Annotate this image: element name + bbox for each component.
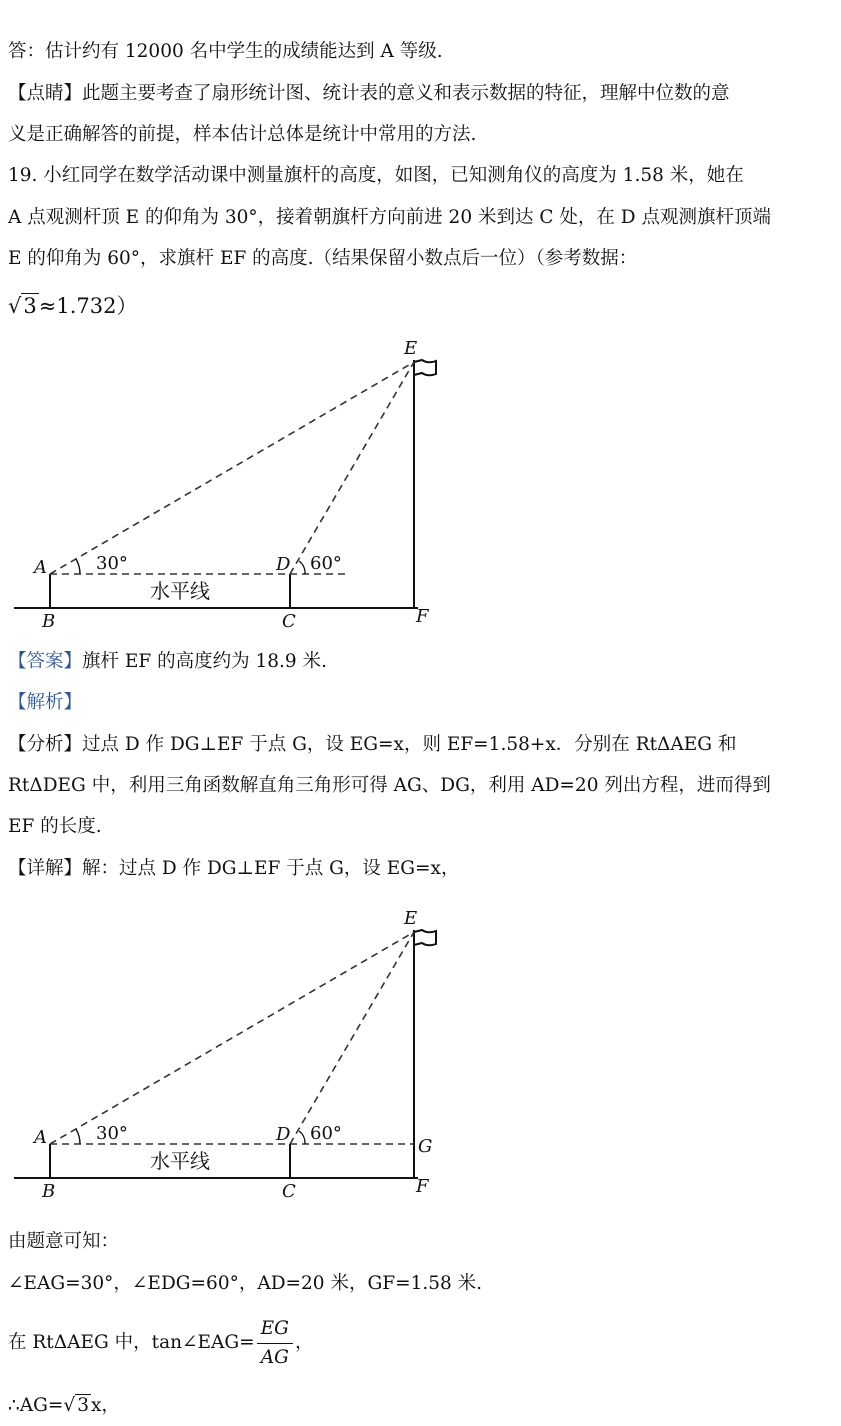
sqrt-symbol: √3 [8, 294, 37, 318]
tan-suffix: ， [294, 1332, 314, 1353]
result-step-line [8, 1392, 831, 1420]
label-a: A [34, 557, 47, 578]
angle-label-a: 30° [96, 553, 128, 574]
problem-line-1: 19. 小红同学在数学活动课中测量旗杆的高度，如图，已知测角仪的高度为 1.58 米，她在 [8, 165, 744, 186]
fraction-eg-ag [257, 1315, 293, 1372]
sight-de [290, 932, 414, 1144]
angle-arc-a [76, 559, 80, 574]
horizon-label: 水平线 [150, 579, 210, 603]
flag-icon [414, 930, 436, 945]
label-g: G [418, 1136, 433, 1157]
figure-2 [0, 900, 841, 1200]
label-f: F [416, 606, 429, 627]
fenxi-line-3: EF 的长度. [8, 816, 102, 837]
known-line: 由题意可知： [8, 1231, 120, 1252]
label-d: D [276, 554, 291, 575]
problem-line-2: A 点观测杆顶 E 的仰角为 30°，接着朝旗杆方向前进 20 米到达 C 处，在 D 点观测旗杆顶端 [8, 207, 771, 228]
sight-de [290, 362, 414, 574]
fraction-numerator: EG [257, 1315, 293, 1344]
angle-label-d: 60° [310, 1123, 342, 1144]
result-prefix: ∴AG= [8, 1395, 64, 1416]
angle-label-d: 60° [310, 553, 342, 574]
sight-ae [50, 932, 414, 1144]
label-e: E [404, 338, 418, 359]
comment-line-2: 义是正确解答的前提，样本估计总体是统计中常用的方法. [8, 124, 477, 145]
label-d: D [276, 1124, 291, 1145]
angle-arc-a [76, 1129, 80, 1144]
problem-line-3: E 的仰角为 60°，求旗杆 EF 的高度.（结果保留小数点后一位）（参考数据： [8, 248, 638, 269]
close-paren: ） [116, 294, 138, 318]
sqrt-approx: ≈1.732 [38, 294, 117, 318]
fenxi-line-2: RtΔDEG 中，利用三角函数解直角三角形可得 AG、DG，利用 AD=20 列出方程，进而得到 [8, 775, 771, 796]
label-f: F [416, 1176, 429, 1197]
label-b: B [42, 1181, 56, 1200]
answer-tag: 【答案】 [8, 651, 83, 672]
answer-text: 旗杆 EF 的高度约为 18.9 米. [82, 651, 327, 672]
conclusion-line: 答：估计约有 12000 名中学生的成绩能达到 A 等级. [8, 41, 443, 62]
analysis-tag: 【解析】 [8, 692, 83, 713]
angle-arc-d [299, 1131, 305, 1144]
conditions-line: ∠EAG=30°，∠EDG=60°，AD=20 米，GF=1.58 米. [8, 1273, 483, 1294]
sqrt-symbol: √ 3 [63, 1395, 89, 1416]
detail-line: 【详解】解：过点 D 作 DG⊥EF 于点 G，设 EG=x， [8, 858, 460, 879]
answer-line [8, 648, 831, 676]
fraction-denominator: AG [260, 1346, 289, 1368]
horizon-label: 水平线 [150, 1149, 210, 1173]
figure-1 [0, 330, 841, 630]
label-c: C [282, 1181, 296, 1200]
comment-line-1: 【点睛】此题主要考查了扇形统计图、统计表的意义和表示数据的特征，理解中位数的意 [8, 83, 730, 104]
tan-prefix: 在 RtΔAEG 中，tan∠EAG= [8, 1332, 255, 1353]
angle-arc-d [299, 561, 305, 574]
fenxi-line-1: 【分析】过点 D 作 DG⊥EF 于点 G，设 EG=x，则 EF=1.58+x．分别在 RtΔAEG 和 [8, 734, 737, 755]
label-b: B [42, 611, 56, 630]
reference-data-line [8, 292, 831, 320]
label-c: C [282, 611, 296, 630]
flag-icon [414, 360, 436, 375]
result-suffix: x， [91, 1395, 120, 1416]
label-a: A [34, 1127, 47, 1148]
angle-label-a: 30° [96, 1123, 128, 1144]
sight-ae [50, 362, 414, 574]
tan-step-line [8, 1310, 831, 1376]
label-e: E [404, 908, 418, 929]
